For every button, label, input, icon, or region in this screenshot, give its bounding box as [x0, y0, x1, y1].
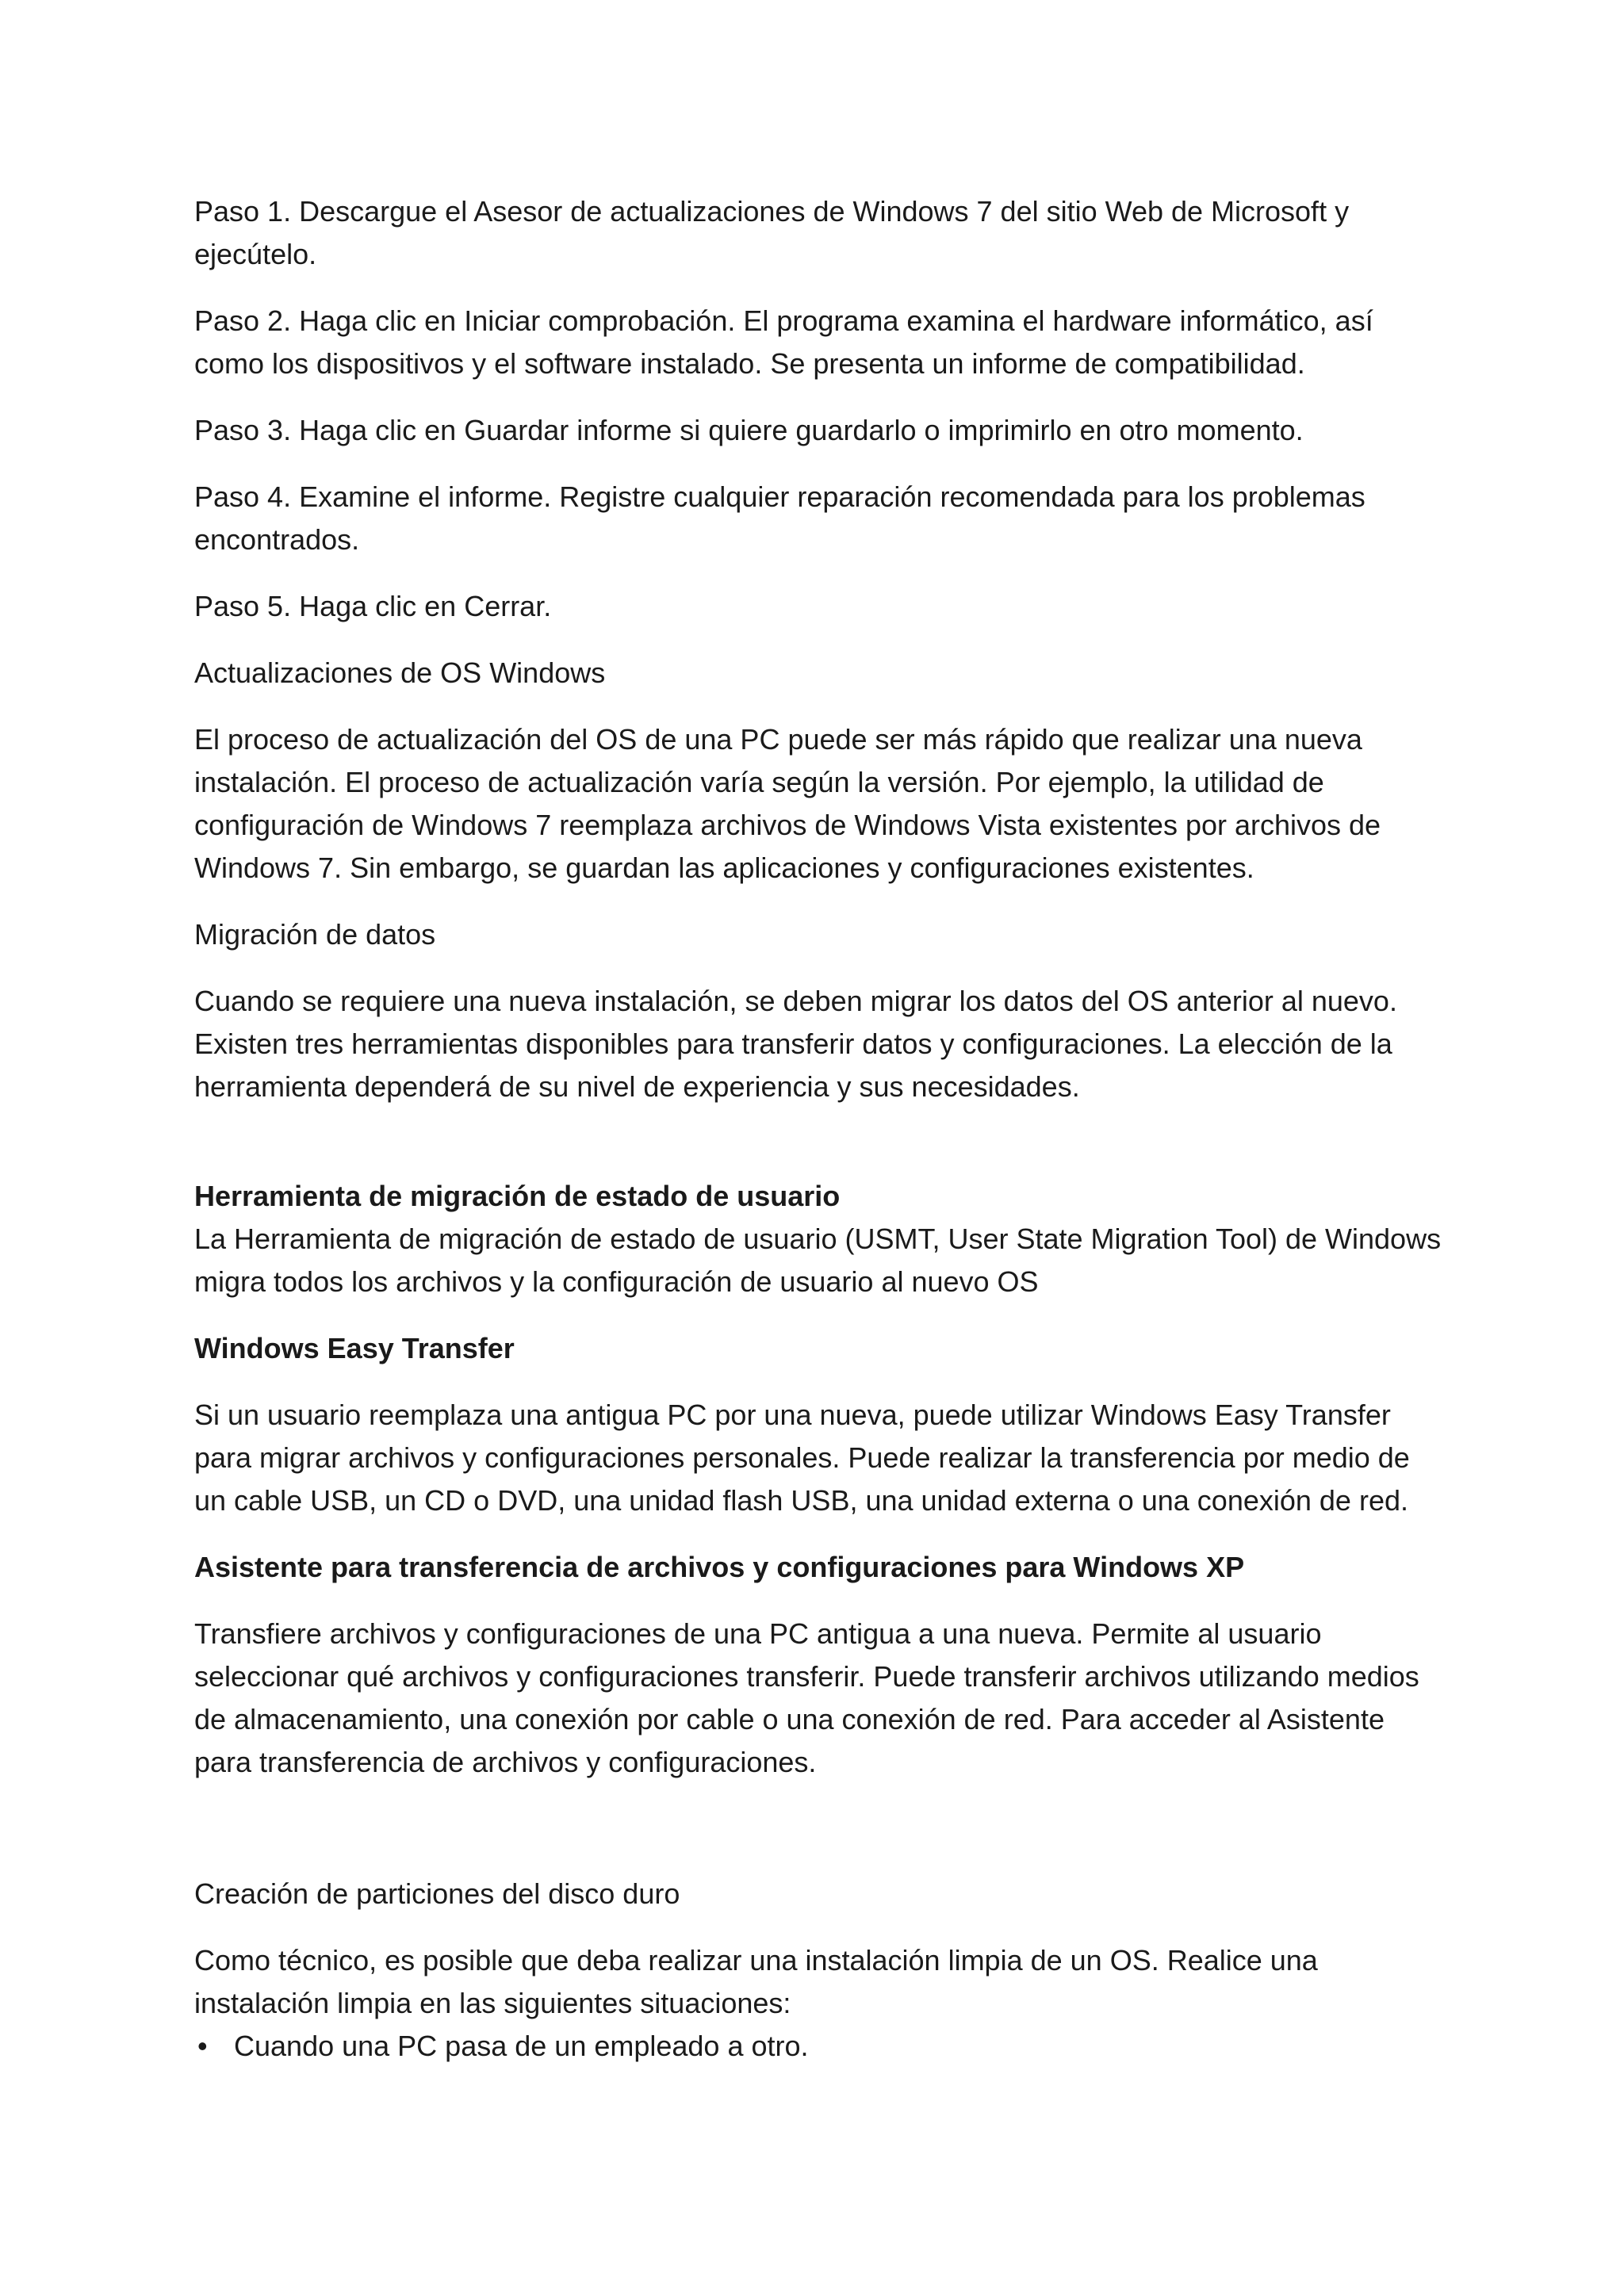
usmt-heading: Herramienta de migración de estado de usuario: [194, 1180, 841, 1212]
step-2: Paso 2. Haga clic en Iniciar comprobación. El programa examina el hardware informático, así como los dispositivos y el software instalado. Se presenta un informe de compatibilidad.: [194, 304, 1373, 380]
updates-body: El proceso de actualización del OS de una PC puede ser más rápido que realizar una nueva instalación. El proceso de actualización varía según la versión. Por ejemplo, la utilidad de configuración de Windows 7 reemplaza archivos de Windows Vista existentes por archivos de Windows 7. Sin embargo, se guardan las aplicaciones y configuraciones existentes.: [194, 723, 1381, 884]
list-item-text: Cuando una PC pasa de un empleado a otro.: [234, 2030, 809, 2062]
step-1: Paso 1. Descargue el Asesor de actualizaciones de Windows 7 del sitio Web de Microsoft y ejecútelo.: [194, 195, 1350, 270]
step-3: Paso 3. Haga clic en Guardar informe si quiere guardarlo o imprimirlo en otro momento.: [194, 414, 1304, 446]
migration-body: Cuando se requiere una nueva instalación, se deben migrar los datos del OS anterior al nuevo. Existen tres herramientas disponibles para transferir datos y configuraciones. La elección de la herramienta dependerá de su nivel de experiencia y sus necesidades.: [194, 985, 1397, 1103]
migration-heading: Migración de datos: [194, 918, 436, 951]
list-item: [194, 2025, 1447, 2068]
xp-wizard-body: Transfiere archivos y configuraciones de una PC antigua a una nueva. Permite al usuario seleccionar qué archivos y configuraciones transferir. Puede transferir archivos utilizando medios de almacenamiento, una conexión por cable o una conexión de red. Para acceder al Asistente para transferencia de archivos y configuraciones.: [194, 1617, 1419, 1778]
step-4: Paso 4. Examine el informe. Registre cualquier reparación recomendada para los problemas encontrados.: [194, 480, 1365, 556]
easy-transfer-heading: Windows Easy Transfer: [194, 1332, 515, 1364]
partitions-body: Como técnico, es posible que deba realizar una instalación limpia de un OS. Realice una instalación limpia en las siguientes situaciones:: [194, 1944, 1318, 2019]
document-body: [194, 190, 1447, 2068]
updates-heading: Actualizaciones de OS Windows: [194, 656, 606, 689]
partitions-bullet-list: [194, 2025, 1447, 2068]
partitions-heading: Creación de particiones del disco duro: [194, 1877, 680, 1910]
step-5: Paso 5. Haga clic en Cerrar.: [194, 590, 552, 622]
easy-transfer-body: Si un usuario reemplaza una antigua PC por una nueva, puede utilizar Windows Easy Transfer para migrar archivos y configuraciones personales. Puede realizar la transferencia por medio de un cable USB, un CD o DVD, una unidad flash USB, una unidad externa o una conexión de red.: [194, 1399, 1410, 1517]
xp-wizard-heading: Asistente para transferencia de archivos y configuraciones para Windows XP: [194, 1551, 1245, 1583]
usmt-body: La Herramienta de migración de estado de usuario (USMT, User State Migration Tool) de Windows migra todos los archivos y la configuración de usuario al nuevo OS: [194, 1223, 1442, 1298]
bullet-icon: •: [197, 2030, 208, 2062]
